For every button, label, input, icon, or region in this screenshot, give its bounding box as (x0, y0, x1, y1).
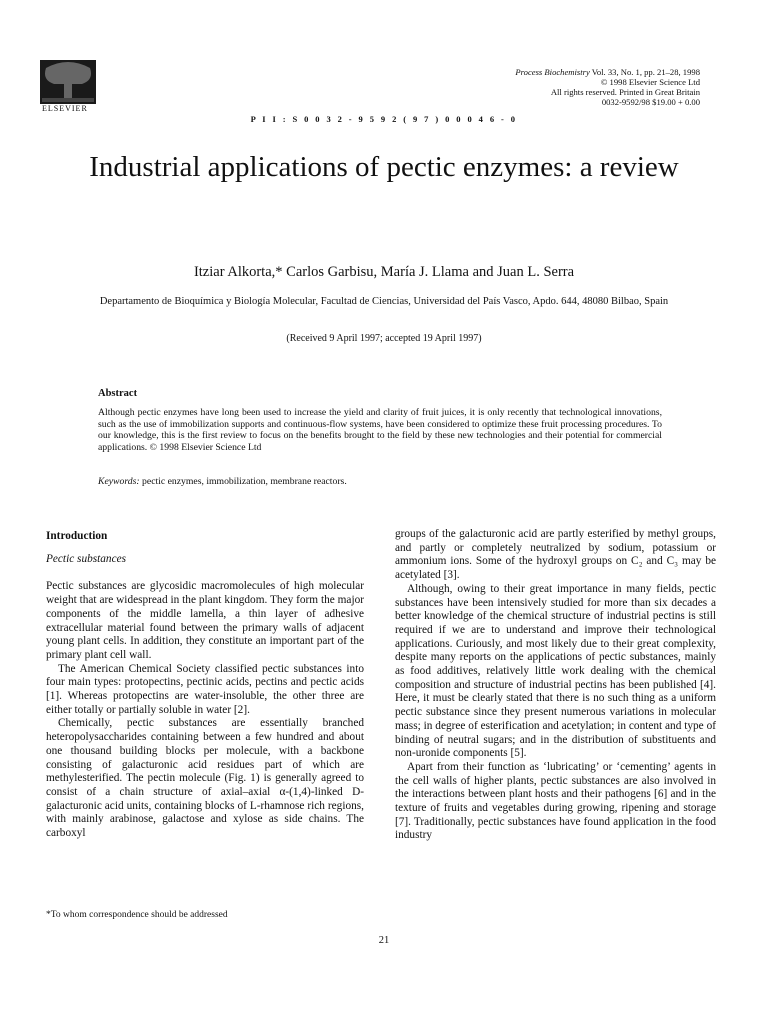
price-line: 0032-9592/98 $19.00 + 0.00 (601, 97, 700, 107)
paragraph: groups of the galacturonic acid are partly esterified by methyl groups, and partly or completely neutralized by sodium, potassium or ammonium ions. Some of the hydroxyl groups on C₂ and C₃ may be acetylated [3]. (395, 528, 716, 582)
paragraph: The American Chemical Society classified pectic substances into four main types: protopectins, pectinic acids, pectins and pectic acids [1]. Whereas protopectins are water-insoluble, the other three are either totally or partially soluble in water [2]. (46, 662, 364, 716)
paragraph: Although, owing to their great importance in many fields, pectic substances have been intensively studied for more than six decades a better knowledge of the chemical structure of industrial pectins is still required if we are to understand and improve their technological applications. Curiously, and most likely due to their great complexity, despite many reports on the applications of pectic substances, mainly as food additives, relatively little work dealing with the chemical composition and structure of industrial pectins has been published [4]. Here, it must be clearly stated that there is no such thing as a uniform pectic substance since they present numerous variations in molecular mass; in degree of esterification and acetylation; in content and type of binding of neutral sugars; and in the distribution of substituents and non-uronide components [5]. (395, 582, 716, 760)
keywords-list: pectic enzymes, immobilization, membrane reactors. (139, 476, 347, 487)
paragraph: Apart from their function as ‘lubricating’ or ‘cementing’ agents in the cell walls of higher plants, pectic substances are also involved in the interactions between plant hosts and their pathogens [6] and in the texture of fruits and vegetables during growing, ripening and storage [7]. Traditionally, pectic substances have found application in the food industry (395, 760, 716, 842)
journal-title: Process Biochemistry (515, 67, 590, 77)
paragraph: Chemically, pectic substances are essentially branched heteropolysaccharides containing between a few hundred and about one thousand building blocks per molecule, with a backbone consisting of galacturonic acid residues part of which are methylesterified. The pectin molecule (Fig. 1) is generally agreed to consist of a chain structure of axial–axial α-(1,4)-linked D-galacturonic acid units, containing blocks of L-rhamnose rich regions, with mainly arabinose, galactose and xylose as side chains. The carboxyl (46, 717, 364, 840)
publisher-name: ELSEVIER (42, 104, 88, 113)
page-number: 21 (378, 935, 390, 946)
keywords-label: Keywords: (98, 476, 140, 487)
pii-code: P I I : S 0 0 3 2 - 9 5 9 2 ( 9 7 ) 0 0 0 4 6 - 0 (250, 114, 518, 124)
body-right-column (395, 528, 716, 843)
footnote: *To whom correspondence should be addressed (46, 910, 228, 920)
copyright-line: © 1998 Elsevier Science Ltd (600, 77, 700, 87)
section-heading: Introduction (46, 530, 108, 542)
rights-line: All rights reserved. Printed in Great Britain (550, 87, 700, 97)
abstract-heading: Abstract (98, 388, 138, 399)
journal-citation: Process Biochemistry Vol. 33, No. 1, pp. 21–28, 1998 (515, 67, 700, 77)
body-left-column (46, 530, 364, 841)
received-dates: (Received 9 April 1997; accepted 19 April 1997) (286, 333, 482, 344)
affiliation: Departamento de Bioquímica y Biología Molecular, Facultad de Ciencias, Universidad del País Vasco, Apdo. 644, 48080 Bilbao, Spain (99, 296, 669, 307)
subsection-heading: Pectic substances (46, 552, 126, 565)
paragraph: Pectic substances are glycosidic macromolecules of high molecular weight that are widespread in the plant kingdom. They form the major components of the middle lamella, a thin layer of adhesive extracellular material found between the primary walls of adjacent young plant cells. In addition, they constitute an important part of the primary plant cell wall. (46, 580, 364, 661)
authors: Itziar Alkorta,* Carlos Garbisu, María J. Llama and Juan L. Serra (193, 264, 575, 280)
abstract-text: Although pectic enzymes have long been used to increase the yield and clarity of fruit juices, it is only recently that technological innovations, such as the use of immobilization supports and continuous-flow systems, have been considered to optimize these fruit processing procedures. To our knowledge, this is the first review to focus on the benefits brought to the field by these new technologies and their potential for commercial applications. © 1998 Elsevier Science Ltd (98, 407, 662, 453)
keywords (98, 476, 347, 487)
article-title: Industrial applications of pectic enzymes: a review (89, 151, 679, 183)
journal-info (370, 67, 700, 107)
